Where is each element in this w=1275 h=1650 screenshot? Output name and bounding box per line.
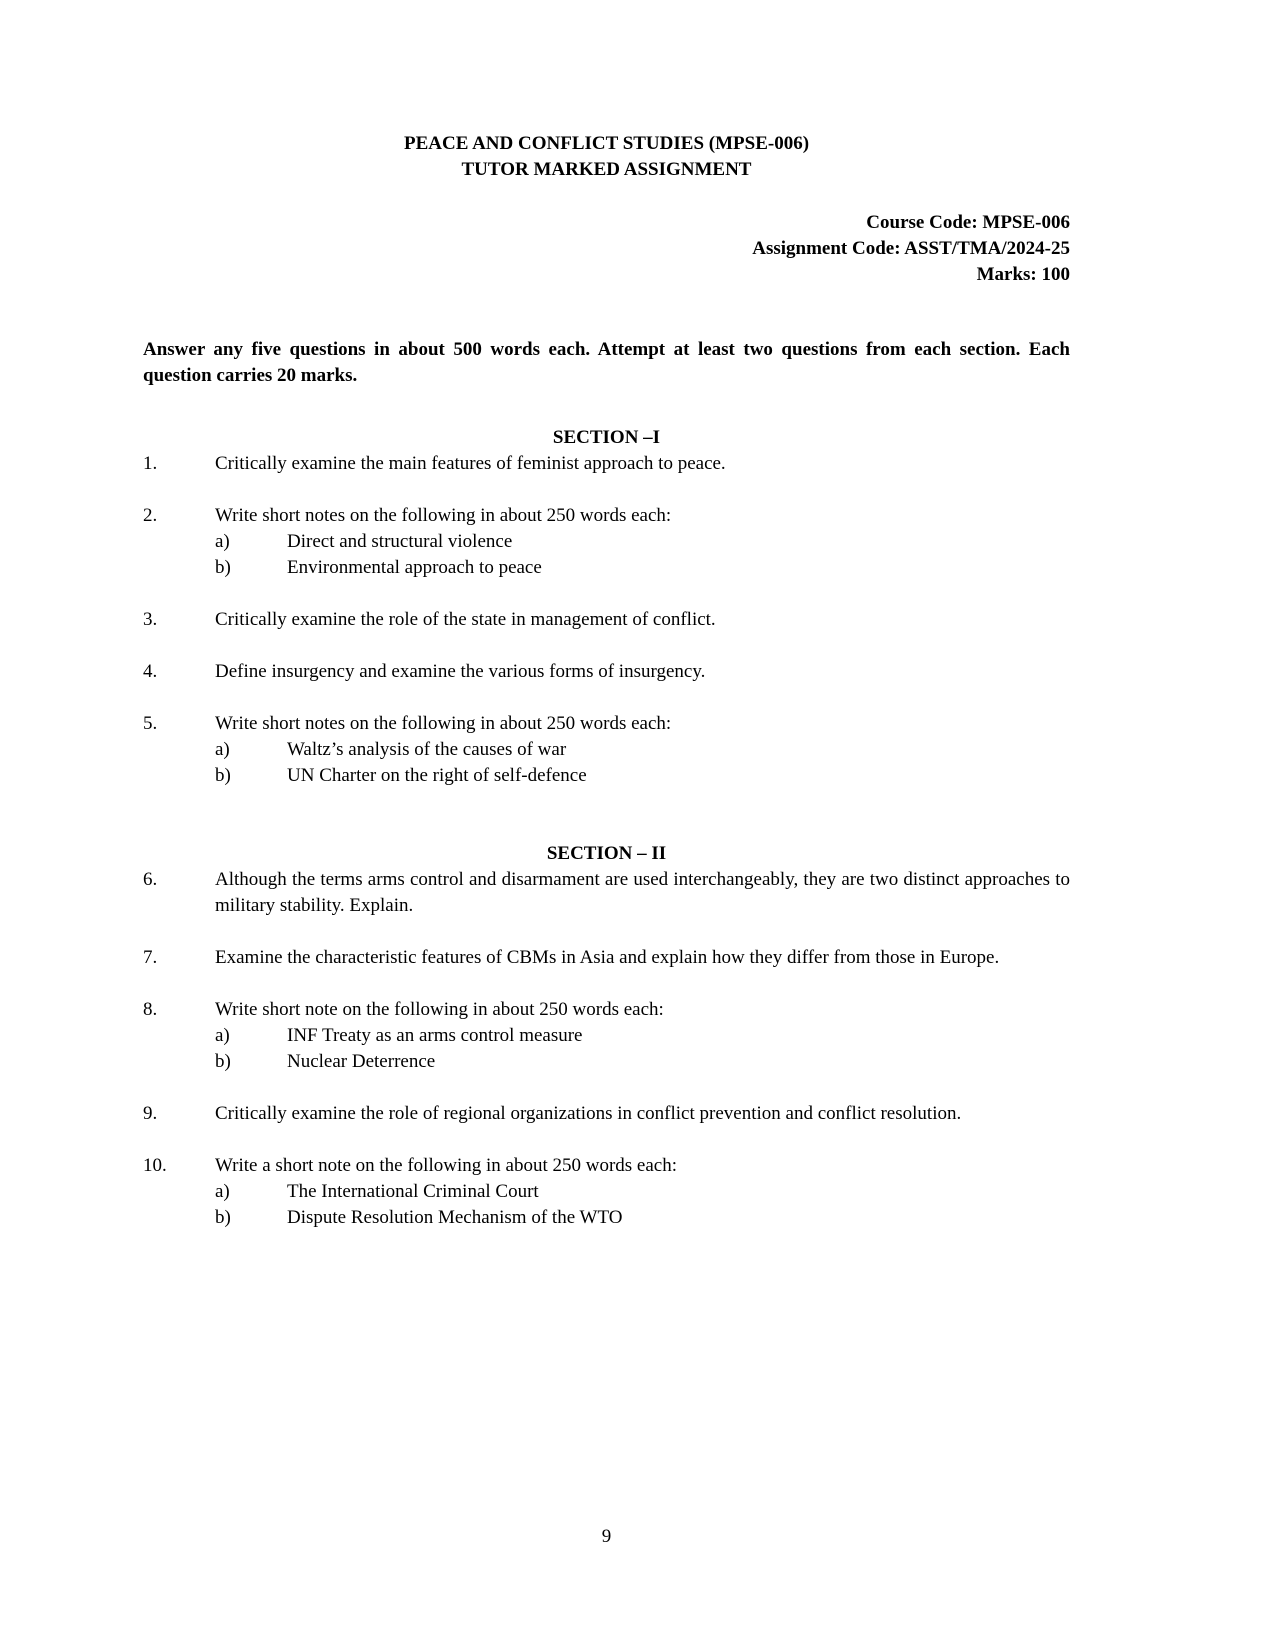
title-block xyxy=(143,131,1070,183)
question-number: 1. xyxy=(143,453,158,474)
question-8 xyxy=(143,997,1070,1075)
section-2 xyxy=(143,841,1070,1231)
subitem-label: a) xyxy=(215,531,230,552)
subitem-label: a) xyxy=(215,1181,230,1202)
question-text: Examine the characteristic features of CBMs in Asia and explain how they differ from those in Europe. xyxy=(215,947,1000,968)
question-text: Critically examine the main features of feminist approach to peace. xyxy=(215,453,726,474)
subitem xyxy=(215,1205,1070,1231)
marks: Marks: 100 xyxy=(976,264,1070,285)
question-number: 8. xyxy=(143,999,158,1020)
question-number: 6. xyxy=(143,869,158,890)
subitem-text: INF Treaty as an arms control measure xyxy=(287,1025,583,1046)
subitem xyxy=(215,1023,1070,1049)
section-2-title: SECTION – II xyxy=(546,843,667,864)
assignment-code: Assignment Code: ASST/TMA/2024-25 xyxy=(752,238,1070,259)
section-1 xyxy=(143,425,1070,789)
subitem-text: Waltz’s analysis of the causes of war xyxy=(287,739,567,760)
subitem-text: Dispute Resolution Mechanism of the WTO xyxy=(287,1207,623,1228)
subitem-label: b) xyxy=(215,765,231,786)
question-text: Define insurgency and examine the various forms of insurgency. xyxy=(215,661,706,682)
subitem-text: UN Charter on the right of self-defence xyxy=(287,765,587,786)
question-text: Write short notes on the following in about 250 words each: xyxy=(215,505,672,526)
subitem-label: a) xyxy=(215,739,230,760)
question-7 xyxy=(143,945,1070,971)
subitem-label: b) xyxy=(215,557,231,578)
question-text: Critically examine the role of the state in management of conflict. xyxy=(215,609,716,630)
question-number: 5. xyxy=(143,713,158,734)
question-text: Although the terms arms control and disarmament are used interchangeably, they are two distinct approaches to military stability. Explain. xyxy=(215,869,1070,916)
question-subitems xyxy=(215,529,1070,581)
question-3 xyxy=(143,607,1070,633)
question-9 xyxy=(143,1101,1070,1127)
document-title: PEACE AND CONFLICT STUDIES (MPSE-006) xyxy=(403,133,810,154)
question-subitems xyxy=(215,1179,1070,1231)
question-number: 10. xyxy=(143,1155,167,1176)
subitem-label: b) xyxy=(215,1051,231,1072)
question-subitems xyxy=(215,737,1070,789)
question-number: 9. xyxy=(143,1103,158,1124)
document-subtitle: TUTOR MARKED ASSIGNMENT xyxy=(461,159,752,180)
section-1-title: SECTION –I xyxy=(552,427,661,448)
subitem-label: b) xyxy=(215,1207,231,1228)
question-number: 3. xyxy=(143,609,158,630)
question-text: Write a short note on the following in about 250 words each: xyxy=(215,1155,677,1176)
question-number: 4. xyxy=(143,661,158,682)
question-text: Write short note on the following in about 250 words each: xyxy=(215,999,664,1020)
subitem-text: Environmental approach to peace xyxy=(287,557,542,578)
question-text: Critically examine the role of regional organizations in conflict prevention and conflict resolution. xyxy=(215,1103,962,1124)
subitem xyxy=(215,529,1070,555)
question-1 xyxy=(143,451,1070,477)
question-number: 2. xyxy=(143,505,158,526)
subitem xyxy=(215,1049,1070,1075)
question-2 xyxy=(143,503,1070,581)
question-5 xyxy=(143,711,1070,789)
question-4 xyxy=(143,659,1070,685)
subitem xyxy=(215,737,1070,763)
subitem xyxy=(215,555,1070,581)
question-6 xyxy=(143,867,1070,919)
codes-block xyxy=(143,210,1070,288)
question-subitems xyxy=(215,1023,1070,1075)
subitem-text: Direct and structural violence xyxy=(287,531,513,552)
course-code: Course Code: MPSE-006 xyxy=(866,212,1070,233)
subitem-text: The International Criminal Court xyxy=(287,1181,539,1202)
subitem-label: a) xyxy=(215,1025,230,1046)
subitem xyxy=(215,763,1070,789)
subitem-text: Nuclear Deterrence xyxy=(287,1051,436,1072)
instructions: Answer any five questions in about 500 words each. Attempt at least two questions from each section. Each question carries 20 marks. xyxy=(143,339,1070,386)
question-text: Write short notes on the following in about 250 words each: xyxy=(215,713,672,734)
question-10 xyxy=(143,1153,1070,1231)
question-number: 7. xyxy=(143,947,158,968)
subitem xyxy=(215,1179,1070,1205)
page-number: 9 xyxy=(601,1526,612,1547)
